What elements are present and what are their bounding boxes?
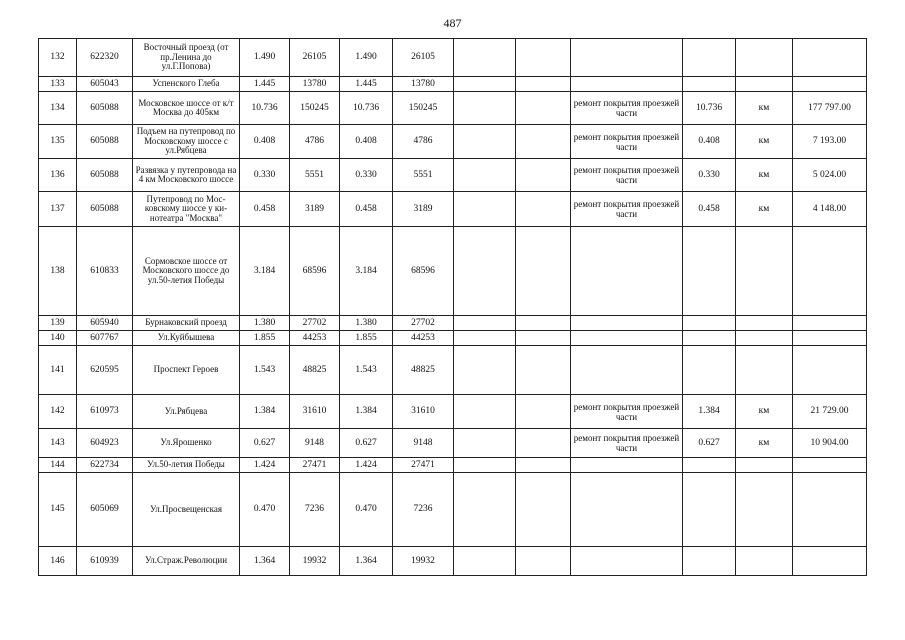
empty-cell <box>454 159 516 192</box>
length-1: 1.855 <box>240 331 290 346</box>
area-2: 4786 <box>393 125 454 159</box>
work-type <box>571 227 683 316</box>
row-number: 138 <box>39 227 77 316</box>
area-2: 68596 <box>393 227 454 316</box>
cost <box>793 316 867 331</box>
cost <box>793 39 867 77</box>
road-name: Успенского Глеба <box>133 77 240 92</box>
empty-cell <box>516 125 571 159</box>
cost <box>793 77 867 92</box>
cost <box>793 331 867 346</box>
length-2: 1.445 <box>340 77 393 92</box>
area-2: 5551 <box>393 159 454 192</box>
area-2: 31610 <box>393 395 454 429</box>
work-volume: 0.330 <box>683 159 736 192</box>
unit <box>736 458 793 473</box>
work-type <box>571 346 683 395</box>
length-2: 0.470 <box>340 473 393 547</box>
unit: км <box>736 92 793 125</box>
row-number: 141 <box>39 346 77 395</box>
work-volume: 10.736 <box>683 92 736 125</box>
row-number: 144 <box>39 458 77 473</box>
length-2: 1.855 <box>340 331 393 346</box>
work-type <box>571 547 683 576</box>
table-row <box>39 547 867 576</box>
empty-cell <box>454 473 516 547</box>
area-1: 48825 <box>290 346 340 395</box>
length-1: 1.490 <box>240 39 290 77</box>
unit <box>736 346 793 395</box>
unit: км <box>736 192 793 227</box>
road-code: 605088 <box>77 125 133 159</box>
road-name: Подъем на путепровод по Московскому шоссе с ул.Рябцева <box>133 125 240 159</box>
area-1: 150245 <box>290 92 340 125</box>
work-volume: 0.627 <box>683 429 736 458</box>
empty-cell <box>516 159 571 192</box>
row-number: 136 <box>39 159 77 192</box>
area-1: 13780 <box>290 77 340 92</box>
length-1: 0.470 <box>240 473 290 547</box>
cost: 177 797.00 <box>793 92 867 125</box>
cost <box>793 458 867 473</box>
length-1: 0.330 <box>240 159 290 192</box>
road-name: Московское шоссе от к/т Москва до 405км <box>133 92 240 125</box>
table-row <box>39 346 867 395</box>
area-2: 27471 <box>393 458 454 473</box>
empty-cell <box>516 331 571 346</box>
row-number: 133 <box>39 77 77 92</box>
unit: км <box>736 159 793 192</box>
row-number: 134 <box>39 92 77 125</box>
road-code: 605043 <box>77 77 133 92</box>
unit: км <box>736 125 793 159</box>
road-code: 605940 <box>77 316 133 331</box>
table-row <box>39 227 867 316</box>
empty-cell <box>516 77 571 92</box>
work-volume <box>683 77 736 92</box>
work-volume: 0.458 <box>683 192 736 227</box>
unit <box>736 331 793 346</box>
area-2: 26105 <box>393 39 454 77</box>
road-code: 607767 <box>77 331 133 346</box>
unit <box>736 77 793 92</box>
road-code: 622320 <box>77 39 133 77</box>
work-type: ремонт покрытия проезжей части <box>571 92 683 125</box>
table-row <box>39 429 867 458</box>
road-code: 622734 <box>77 458 133 473</box>
length-2: 3.184 <box>340 227 393 316</box>
empty-cell <box>454 92 516 125</box>
work-volume <box>683 346 736 395</box>
area-2: 19932 <box>393 547 454 576</box>
road-code: 605088 <box>77 159 133 192</box>
empty-cell <box>516 458 571 473</box>
length-2: 1.424 <box>340 458 393 473</box>
empty-cell <box>454 429 516 458</box>
area-1: 27471 <box>290 458 340 473</box>
unit <box>736 316 793 331</box>
page-number: 487 <box>443 16 462 30</box>
work-type <box>571 473 683 547</box>
cost <box>793 346 867 395</box>
empty-cell <box>454 39 516 77</box>
road-code: 610973 <box>77 395 133 429</box>
cost <box>793 547 867 576</box>
area-2: 13780 <box>393 77 454 92</box>
road-code: 604923 <box>77 429 133 458</box>
area-2: 7236 <box>393 473 454 547</box>
empty-cell <box>454 346 516 395</box>
table-row <box>39 159 867 192</box>
unit <box>736 473 793 547</box>
road-name: Проспект Героев <box>133 346 240 395</box>
empty-cell <box>454 331 516 346</box>
work-volume <box>683 316 736 331</box>
empty-cell <box>516 227 571 316</box>
row-number: 135 <box>39 125 77 159</box>
empty-cell <box>454 227 516 316</box>
road-name: Ул.Рябцева <box>133 395 240 429</box>
area-2: 3189 <box>393 192 454 227</box>
road-name: Ул.50-летия Победы <box>133 458 240 473</box>
area-1: 26105 <box>290 39 340 77</box>
length-2: 0.458 <box>340 192 393 227</box>
length-1: 10.736 <box>240 92 290 125</box>
length-2: 0.627 <box>340 429 393 458</box>
empty-cell <box>516 395 571 429</box>
empty-cell <box>516 473 571 547</box>
road-name: Ул.Ярошенко <box>133 429 240 458</box>
empty-cell <box>516 316 571 331</box>
road-name: Развязка у путепровода на 4 км Московского шоссе <box>133 159 240 192</box>
length-2: 1.490 <box>340 39 393 77</box>
row-number: 132 <box>39 39 77 77</box>
area-1: 3189 <box>290 192 340 227</box>
area-2: 150245 <box>393 92 454 125</box>
empty-cell <box>454 547 516 576</box>
area-1: 7236 <box>290 473 340 547</box>
cost <box>793 227 867 316</box>
row-number: 146 <box>39 547 77 576</box>
empty-cell <box>516 346 571 395</box>
length-2: 1.543 <box>340 346 393 395</box>
length-1: 0.458 <box>240 192 290 227</box>
area-2: 9148 <box>393 429 454 458</box>
empty-cell <box>516 547 571 576</box>
cost: 21 729.00 <box>793 395 867 429</box>
area-1: 68596 <box>290 227 340 316</box>
length-2: 0.408 <box>340 125 393 159</box>
road-name: Восточный проезд (от пр.Ленина до ул.Г.Попова) <box>133 39 240 77</box>
row-number: 143 <box>39 429 77 458</box>
road-code: 605088 <box>77 192 133 227</box>
unit <box>736 547 793 576</box>
work-type: ремонт покрытия проезжей части <box>571 125 683 159</box>
empty-cell <box>454 125 516 159</box>
work-volume <box>683 331 736 346</box>
table-row <box>39 92 867 125</box>
row-number: 145 <box>39 473 77 547</box>
length-2: 1.384 <box>340 395 393 429</box>
road-name: Путепровод по Мос-ковскому шоссе у ки-нотеатра "Москва" <box>133 192 240 227</box>
road-name: Ул.Страж.Революции <box>133 547 240 576</box>
table-row <box>39 473 867 547</box>
cost <box>793 473 867 547</box>
work-volume <box>683 458 736 473</box>
unit <box>736 227 793 316</box>
road-code: 610939 <box>77 547 133 576</box>
length-1: 1.384 <box>240 395 290 429</box>
row-number: 139 <box>39 316 77 331</box>
work-type <box>571 458 683 473</box>
cost: 4 148.00 <box>793 192 867 227</box>
empty-cell <box>516 92 571 125</box>
table-row <box>39 395 867 429</box>
work-type <box>571 39 683 77</box>
area-1: 4786 <box>290 125 340 159</box>
work-volume: 0.408 <box>683 125 736 159</box>
unit: км <box>736 395 793 429</box>
empty-cell <box>454 316 516 331</box>
work-volume <box>683 473 736 547</box>
work-type <box>571 316 683 331</box>
table-row <box>39 316 867 331</box>
road-code: 620595 <box>77 346 133 395</box>
roads-table <box>38 38 867 576</box>
length-1: 1.445 <box>240 77 290 92</box>
area-2: 44253 <box>393 331 454 346</box>
cost: 7 193.00 <box>793 125 867 159</box>
area-1: 27702 <box>290 316 340 331</box>
work-type: ремонт покрытия проезжей части <box>571 192 683 227</box>
work-type: ремонт покрытия проезжей части <box>571 429 683 458</box>
row-number: 142 <box>39 395 77 429</box>
row-number: 140 <box>39 331 77 346</box>
length-2: 1.380 <box>340 316 393 331</box>
area-1: 9148 <box>290 429 340 458</box>
work-type: ремонт покрытия проезжей части <box>571 159 683 192</box>
length-1: 1.364 <box>240 547 290 576</box>
work-type <box>571 331 683 346</box>
length-1: 1.543 <box>240 346 290 395</box>
area-1: 44253 <box>290 331 340 346</box>
road-name: Сормовское шоссе от Московского шоссе до ул.50-летия Победы <box>133 227 240 316</box>
table-body <box>39 39 867 576</box>
table-row <box>39 125 867 159</box>
length-2: 0.330 <box>340 159 393 192</box>
empty-cell <box>516 192 571 227</box>
unit <box>736 39 793 77</box>
road-name: Ул.Куйбышева <box>133 331 240 346</box>
road-code: 610833 <box>77 227 133 316</box>
area-2: 27702 <box>393 316 454 331</box>
length-1: 3.184 <box>240 227 290 316</box>
road-code: 605088 <box>77 92 133 125</box>
empty-cell <box>454 77 516 92</box>
work-volume <box>683 227 736 316</box>
empty-cell <box>454 395 516 429</box>
length-1: 1.424 <box>240 458 290 473</box>
cost: 10 904.00 <box>793 429 867 458</box>
table-row <box>39 192 867 227</box>
empty-cell <box>516 429 571 458</box>
empty-cell <box>454 192 516 227</box>
table-row <box>39 77 867 92</box>
table-row <box>39 39 867 77</box>
work-volume <box>683 547 736 576</box>
table-row <box>39 458 867 473</box>
row-number: 137 <box>39 192 77 227</box>
work-type: ремонт покрытия проезжей части <box>571 395 683 429</box>
unit: км <box>736 429 793 458</box>
work-volume <box>683 39 736 77</box>
area-2: 48825 <box>393 346 454 395</box>
empty-cell <box>516 39 571 77</box>
length-2: 10.736 <box>340 92 393 125</box>
table-row <box>39 331 867 346</box>
area-1: 5551 <box>290 159 340 192</box>
road-name: Ул.Просвещенская <box>133 473 240 547</box>
length-1: 1.380 <box>240 316 290 331</box>
road-name: Бурнаковский проезд <box>133 316 240 331</box>
work-type <box>571 77 683 92</box>
road-code: 605069 <box>77 473 133 547</box>
work-volume: 1.384 <box>683 395 736 429</box>
empty-cell <box>454 458 516 473</box>
area-1: 19932 <box>290 547 340 576</box>
length-1: 0.627 <box>240 429 290 458</box>
cost: 5 024.00 <box>793 159 867 192</box>
area-1: 31610 <box>290 395 340 429</box>
length-2: 1.364 <box>340 547 393 576</box>
length-1: 0.408 <box>240 125 290 159</box>
